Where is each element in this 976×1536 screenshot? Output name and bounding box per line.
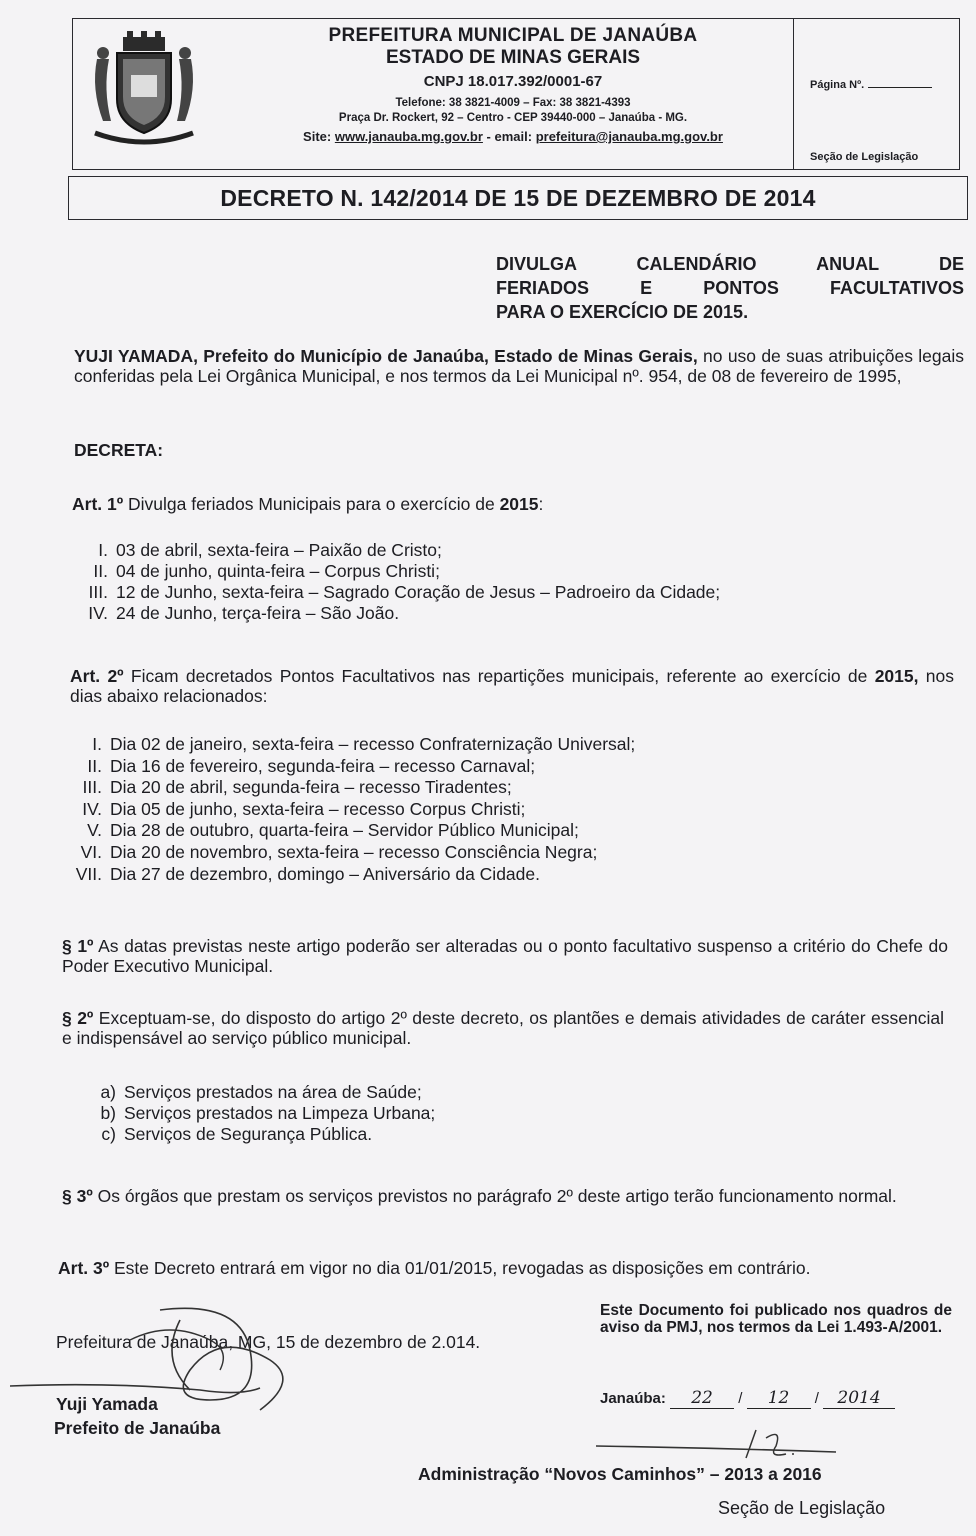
list-item: IV. Dia 05 de junho, sexta-feira – recesso Corpus Christi; <box>82 798 526 819</box>
article-3-label: Art. 3º <box>58 1258 110 1278</box>
cnpj: CNPJ 18.017.392/0001-67 <box>423 73 603 90</box>
paragraph-3-text: Os órgãos que prestam os serviços previstos no parágrafo 2º deste artigo terão funcionamento normal. <box>92 1186 897 1206</box>
section-label: Seção de Legislação <box>810 151 919 163</box>
letterhead <box>72 18 960 170</box>
publication-day: 22 <box>670 1388 734 1409</box>
email-label: - email: <box>486 129 533 144</box>
optional-days-list <box>70 734 960 885</box>
paragraph-1-text: As datas previstas neste artigo poderão ser alteradas ou o ponto facultativo suspenso a critério do Chefe do Poder Executivo Municipal. <box>62 936 948 976</box>
phone-fax: Telefone: 38 3821-4009 – Fax: 38 3821-4393 <box>395 97 631 109</box>
paragraph-1 <box>62 936 948 976</box>
section-footer: Seção de Legislação <box>718 1498 886 1518</box>
ementa <box>496 252 964 324</box>
list-item: I. 03 de abril, sexta-feira – Paixão de Cristo; <box>98 540 442 560</box>
state-name: ESTADO DE MINAS GERAIS <box>385 47 641 68</box>
publication-year: 2014 <box>823 1388 895 1409</box>
place-and-date: Prefeitura de Janaúba, MG, 15 de dezembro de 2.014. <box>56 1332 481 1352</box>
list-item: I. Dia 02 de janeiro, sexta-feira – recesso Confraternização Universal; <box>92 734 636 754</box>
paragraph-3-label: § 3º <box>62 1186 93 1206</box>
ementa-line: PARA O EXERCÍCIO DE 2015. <box>496 302 749 322</box>
list-item: c) Serviços de Segurança Pública. <box>101 1124 373 1144</box>
signer-name: Yuji Yamada <box>56 1394 158 1414</box>
article-3 <box>58 1258 940 1278</box>
site-link[interactable]: www.janauba.mg.gov.br <box>334 129 483 144</box>
site-label: Site: <box>303 129 332 144</box>
article-1 <box>72 494 952 514</box>
list-item: III. Dia 20 de abril, segunda-feira – recesso Tiradentes; <box>82 777 512 798</box>
municipal-coat-of-arms-icon <box>85 29 203 149</box>
article-1-text: Divulga feriados Municipais para o exercício de <box>123 494 500 514</box>
paragraph-2 <box>62 1008 944 1048</box>
article-1-year: 2015 <box>499 494 539 514</box>
article-2-text: Ficam decretados Pontos Facultativos nas repartições municipais, referente ao exercício de <box>123 666 875 686</box>
preamble-author: YUJI YAMADA, Prefeito do Município de Janaúba, Estado de Minas Gerais, <box>74 346 698 366</box>
preamble-text: no uso de suas atribuições legais conferidas pela Lei Orgânica Municipal, e nos termos da Lei Municipal nº. 954, de 08 de fevereiro de 1995, <box>74 346 964 386</box>
list-item: III. 12 de Junho, sexta-feira – Sagrado Coração de Jesus – Padroeiro da Cidade; <box>88 582 721 602</box>
page-number-field <box>810 79 932 91</box>
article-3-text: Este Decreto entrará em vigor no dia 01/01/2015, revogadas as disposições em contrário. <box>109 1258 811 1278</box>
list-item: IV. 24 de Junho, terça-feira – São João. <box>88 603 400 623</box>
list-item: VII. Dia 27 de dezembro, domingo – Aniversário da Cidade. <box>75 863 540 884</box>
decree-title: DECRETO N. 142/2014 DE 15 DE DEZEMBRO DE 2014 <box>220 185 816 211</box>
list-item: a) Serviços prestados na área de Saúde; <box>100 1082 422 1102</box>
holidays-list <box>76 540 956 624</box>
page-number-panel <box>793 19 959 169</box>
paragraph-2-text: Exceptuam-se, do disposto do artigo 2º deste decreto, os plantões e demais atividades de caráter essencial e indispensável ao serviço público municipal. <box>62 1008 944 1048</box>
article-1-label: Art. 1º <box>72 494 124 514</box>
ementa-line: FERIADOS E PONTOS FACULTATIVOS <box>496 278 964 298</box>
signer-title: Prefeito de Janaúba <box>54 1418 221 1438</box>
site-email-line <box>213 128 813 146</box>
article-2-text-end: nos dias abaixo relacionados: <box>70 666 955 706</box>
preamble <box>74 346 964 386</box>
paragraph-3 <box>62 1186 944 1206</box>
administration-footer: Administração “Novos Caminhos” – 2013 a 2016 <box>418 1464 822 1484</box>
essential-services-list <box>84 1082 684 1145</box>
article-1-colon: : <box>538 494 544 514</box>
decreta-heading: DECRETA: <box>74 440 164 460</box>
publication-date-line: Janaúba: 22 / 12 / 2014 <box>600 1388 895 1409</box>
ementa-line: DIVULGA CALENDÁRIO ANUAL DE <box>496 254 964 274</box>
address: Praça Dr. Rockert, 92 – Centro - CEP 39440-000 – Janaúba - MG. <box>338 112 688 124</box>
list-item: b) Serviços prestados na Limpeza Urbana; <box>100 1103 436 1123</box>
publication-date-label: Janaúba: <box>600 1390 666 1407</box>
page-number-label: Página Nº. <box>810 79 865 91</box>
publication-initials <box>596 1424 846 1464</box>
article-2-year: 2015, <box>874 666 919 686</box>
list-item: VI. Dia 20 de novembro, sexta-feira – recesso Consciência Negra; <box>80 841 598 862</box>
paragraph-2-label: § 2º <box>62 1008 94 1028</box>
decree-title-box <box>68 176 968 220</box>
email-link[interactable]: prefeitura@janauba.mg.gov.br <box>535 129 723 144</box>
page-number-line <box>868 87 932 88</box>
list-item: II. Dia 16 de fevereiro, segunda-feira – recesso Carnaval; <box>87 755 536 776</box>
letterhead-text <box>213 25 813 146</box>
list-item: II. 04 de junho, quinta-feira – Corpus Christi; <box>93 561 440 581</box>
article-2 <box>70 666 954 706</box>
list-item: V. Dia 28 de outubro, quarta-feira – Servidor Público Municipal; <box>87 820 579 841</box>
publication-month: 12 <box>747 1388 811 1409</box>
paragraph-1-label: § 1º <box>62 936 94 956</box>
publication-stamp-text: Este Documento foi publicado nos quadros de aviso da PMJ, nos termos da Lei 1.493-A/2001. <box>600 1302 952 1336</box>
article-2-label: Art. 2º <box>70 666 124 686</box>
municipality-name: PREFEITURA MUNICIPAL DE JANAÚBA <box>328 25 698 46</box>
